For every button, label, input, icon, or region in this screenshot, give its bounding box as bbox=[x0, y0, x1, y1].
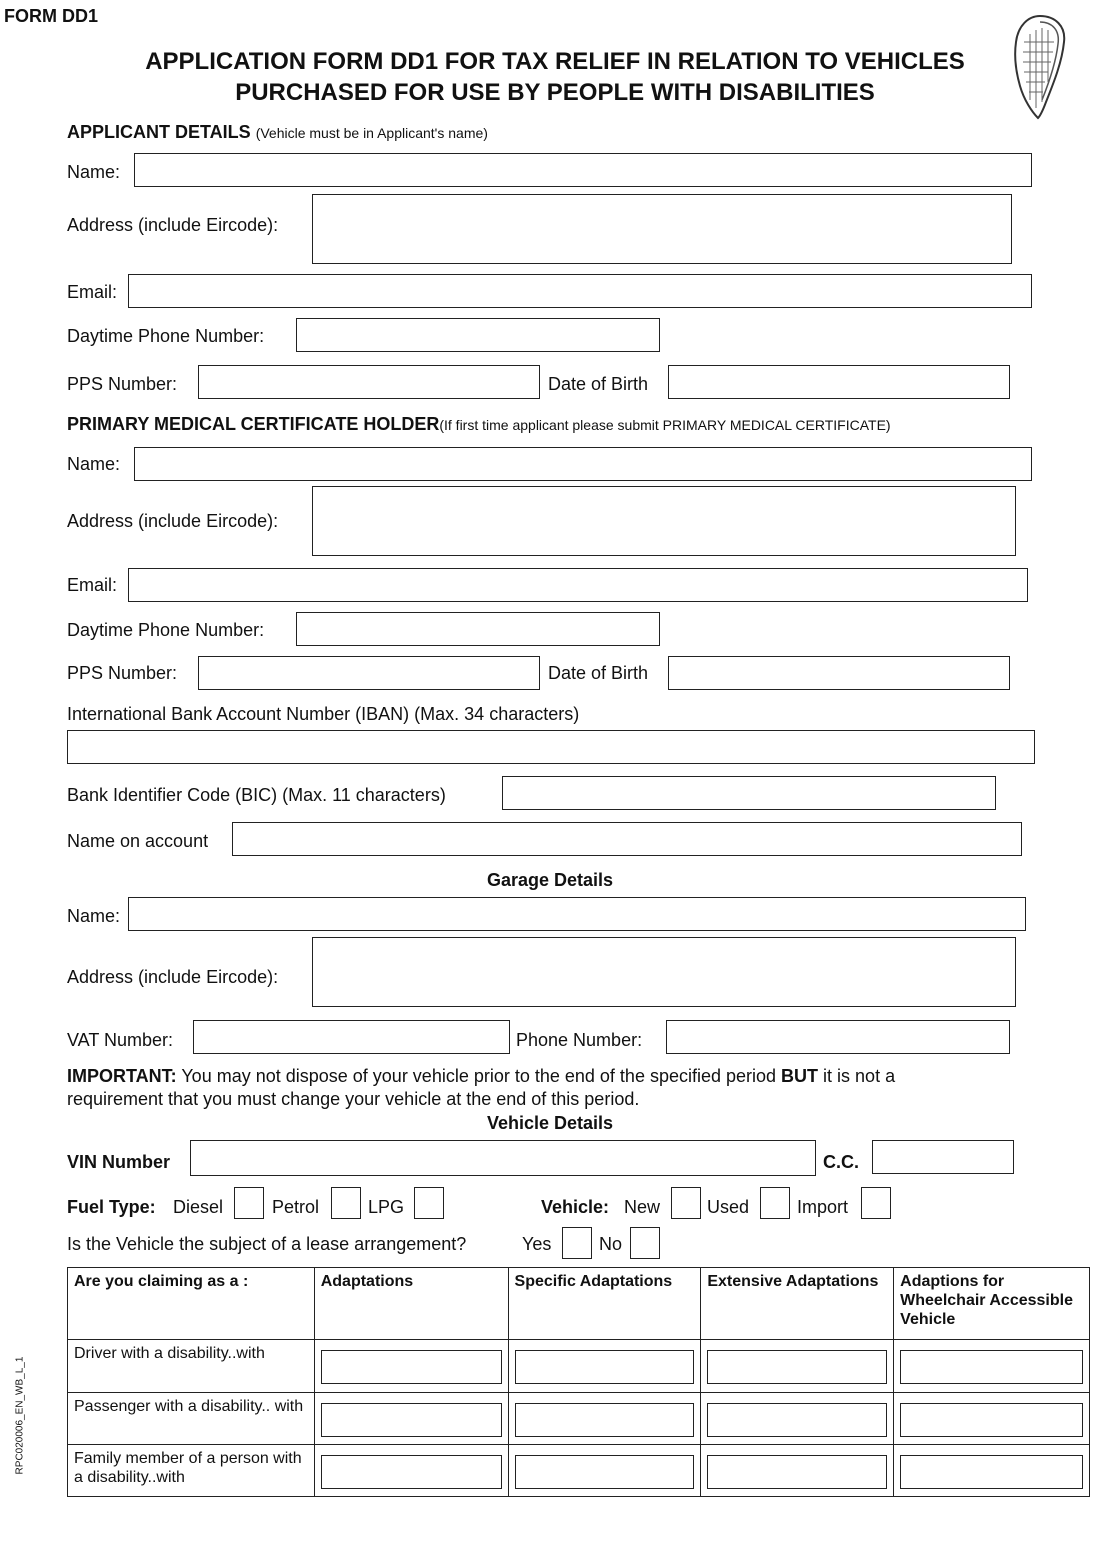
claim-header-role: Are you claiming as a : bbox=[68, 1268, 315, 1340]
claim-driver-specific-field[interactable] bbox=[515, 1350, 695, 1384]
claim-header-specific: Specific Adaptations bbox=[508, 1268, 701, 1340]
pmc-email-label: Email: bbox=[67, 575, 118, 595]
cc-field[interactable] bbox=[872, 1140, 1014, 1174]
vin-field[interactable] bbox=[190, 1140, 816, 1176]
lease-yes-label: Yes bbox=[522, 1234, 552, 1254]
applicant-phone-field[interactable] bbox=[296, 318, 660, 352]
claim-header-adaptations: Adaptations bbox=[314, 1268, 508, 1340]
applicant-heading: APPLICANT DETAILS (Vehicle must be in Applicant's name) bbox=[67, 122, 488, 142]
important-notice-line2: requirement that you must change your vehicle at the end of this period. bbox=[67, 1089, 640, 1109]
claim-family-adaptations-field[interactable] bbox=[321, 1455, 502, 1489]
garage-heading: Garage Details bbox=[486, 870, 614, 890]
applicant-phone-label: Daytime Phone Number: bbox=[67, 326, 265, 346]
form-title-line1: APPLICATION FORM DD1 FOR TAX RELIEF IN RELATION TO VEHICLES bbox=[145, 48, 965, 75]
pmc-bic-field[interactable] bbox=[502, 776, 996, 810]
important-notice-line1: IMPORTANT: You may not dispose of your vehicle prior to the end of the specified period BUT it is not a bbox=[67, 1066, 896, 1086]
claim-table-header-row bbox=[68, 1268, 1090, 1340]
table-cell bbox=[701, 1340, 894, 1393]
harp-emblem-icon bbox=[1010, 12, 1070, 122]
pmc-phone-field[interactable] bbox=[296, 612, 660, 646]
claim-driver-extensive-field[interactable] bbox=[707, 1350, 887, 1384]
applicant-pps-label: PPS Number: bbox=[67, 374, 178, 394]
fuel-petrol-label: Petrol bbox=[272, 1197, 320, 1217]
claim-row-driver-label: Driver with a disability..with bbox=[68, 1340, 315, 1393]
claim-header-extensive: Extensive Adaptations bbox=[701, 1268, 894, 1340]
claim-row-family-label: Family member of a person with a disability..with bbox=[68, 1445, 315, 1497]
table-cell bbox=[314, 1340, 508, 1393]
applicant-name-label: Name: bbox=[67, 162, 121, 182]
fuel-type-label: Fuel Type: bbox=[67, 1197, 156, 1217]
claim-family-specific-field[interactable] bbox=[515, 1455, 695, 1489]
table-cell bbox=[508, 1340, 701, 1393]
claim-family-wheelchair-field[interactable] bbox=[900, 1455, 1083, 1489]
fuel-lpg-checkbox[interactable] bbox=[414, 1187, 444, 1219]
applicant-email-field[interactable] bbox=[128, 274, 1032, 308]
applicant-dob-label: Date of Birth bbox=[548, 374, 649, 394]
claim-row-passenger-label: Passenger with a disability.. with bbox=[68, 1393, 315, 1445]
applicant-address-label: Address (include Eircode): bbox=[67, 215, 279, 235]
pmc-address-label: Address (include Eircode): bbox=[67, 511, 279, 531]
claim-header-wheelchair: Adaptions for Wheelchair Accessible Vehicle bbox=[894, 1268, 1090, 1340]
vehicle-import-checkbox[interactable] bbox=[861, 1187, 891, 1219]
garage-phone-label: Phone Number: bbox=[516, 1030, 643, 1050]
applicant-email-label: Email: bbox=[67, 282, 118, 302]
pmc-account-name-field[interactable] bbox=[232, 822, 1022, 856]
pmc-email-field[interactable] bbox=[128, 568, 1028, 602]
vehicle-used-label: Used bbox=[707, 1197, 750, 1217]
form-title-line2: PURCHASED FOR USE BY PEOPLE WITH DISABILITIES bbox=[235, 79, 875, 106]
claim-driver-adaptations-field[interactable] bbox=[321, 1350, 502, 1384]
pmc-phone-label: Daytime Phone Number: bbox=[67, 620, 265, 640]
vin-label: VIN Number bbox=[67, 1152, 171, 1172]
garage-address-label: Address (include Eircode): bbox=[67, 967, 279, 987]
lease-yes-checkbox[interactable] bbox=[562, 1227, 592, 1259]
table-cell bbox=[508, 1393, 701, 1445]
table-cell bbox=[894, 1393, 1090, 1445]
pmc-address-field[interactable] bbox=[312, 486, 1016, 556]
lease-no-label: No bbox=[599, 1234, 623, 1254]
side-form-code: RPC020006_EN_WB_L_1 bbox=[14, 1356, 26, 1475]
table-cell bbox=[314, 1445, 508, 1497]
lease-question: Is the Vehicle the subject of a lease arrangement? bbox=[67, 1234, 467, 1254]
cc-label: C.C. bbox=[823, 1152, 859, 1172]
table-row bbox=[68, 1393, 1090, 1445]
table-cell bbox=[508, 1445, 701, 1497]
claim-passenger-extensive-field[interactable] bbox=[707, 1403, 887, 1437]
pmc-heading: PRIMARY MEDICAL CERTIFICATE HOLDER(If first time applicant please submit PRIMARY MEDICAL CERTIFICATE) bbox=[67, 414, 891, 434]
pmc-dob-label: Date of Birth bbox=[548, 663, 649, 683]
table-cell bbox=[701, 1393, 894, 1445]
table-cell bbox=[894, 1445, 1090, 1497]
vehicle-used-checkbox[interactable] bbox=[760, 1187, 790, 1219]
form-code: FORM DD1 bbox=[4, 6, 98, 26]
garage-name-label: Name: bbox=[67, 906, 121, 926]
vehicle-new-label: New bbox=[624, 1197, 661, 1217]
table-cell bbox=[701, 1445, 894, 1497]
claim-passenger-wheelchair-field[interactable] bbox=[900, 1403, 1083, 1437]
lease-no-checkbox[interactable] bbox=[630, 1227, 660, 1259]
fuel-petrol-checkbox[interactable] bbox=[331, 1187, 361, 1219]
applicant-pps-field[interactable] bbox=[198, 365, 540, 399]
pmc-iban-label: International Bank Account Number (IBAN) (Max. 34 characters) bbox=[67, 704, 580, 724]
table-row bbox=[68, 1445, 1090, 1497]
vehicle-type-label: Vehicle: bbox=[541, 1197, 610, 1217]
garage-vat-field[interactable] bbox=[193, 1020, 510, 1054]
applicant-address-field[interactable] bbox=[312, 194, 1012, 264]
pmc-name-label: Name: bbox=[67, 454, 121, 474]
table-row bbox=[68, 1340, 1090, 1393]
pmc-pps-field[interactable] bbox=[198, 656, 540, 690]
claim-passenger-adaptations-field[interactable] bbox=[321, 1403, 502, 1437]
vehicle-heading: Vehicle Details bbox=[486, 1113, 614, 1133]
fuel-diesel-label: Diesel bbox=[173, 1197, 224, 1217]
vehicle-new-checkbox[interactable] bbox=[671, 1187, 701, 1219]
pmc-name-field[interactable] bbox=[134, 447, 1032, 481]
garage-address-field[interactable] bbox=[312, 937, 1016, 1007]
fuel-lpg-label: LPG bbox=[368, 1197, 405, 1217]
pmc-bic-label: Bank Identifier Code (BIC) (Max. 11 characters) bbox=[67, 785, 446, 805]
pmc-pps-label: PPS Number: bbox=[67, 663, 178, 683]
applicant-name-field[interactable] bbox=[134, 153, 1032, 187]
pmc-dob-field[interactable] bbox=[668, 656, 1010, 690]
garage-name-field[interactable] bbox=[128, 897, 1026, 931]
applicant-dob-field[interactable] bbox=[668, 365, 1010, 399]
vehicle-import-label: Import bbox=[797, 1197, 849, 1217]
pmc-account-name-label: Name on account bbox=[67, 831, 209, 851]
garage-phone-field[interactable] bbox=[666, 1020, 1010, 1054]
fuel-diesel-checkbox[interactable] bbox=[234, 1187, 264, 1219]
table-cell bbox=[894, 1340, 1090, 1393]
garage-vat-label: VAT Number: bbox=[67, 1030, 174, 1050]
claim-table bbox=[67, 1267, 1090, 1497]
table-cell bbox=[314, 1393, 508, 1445]
pmc-iban-field[interactable] bbox=[67, 730, 1035, 764]
claim-family-extensive-field[interactable] bbox=[707, 1455, 887, 1489]
claim-driver-wheelchair-field[interactable] bbox=[900, 1350, 1083, 1384]
claim-passenger-specific-field[interactable] bbox=[515, 1403, 695, 1437]
